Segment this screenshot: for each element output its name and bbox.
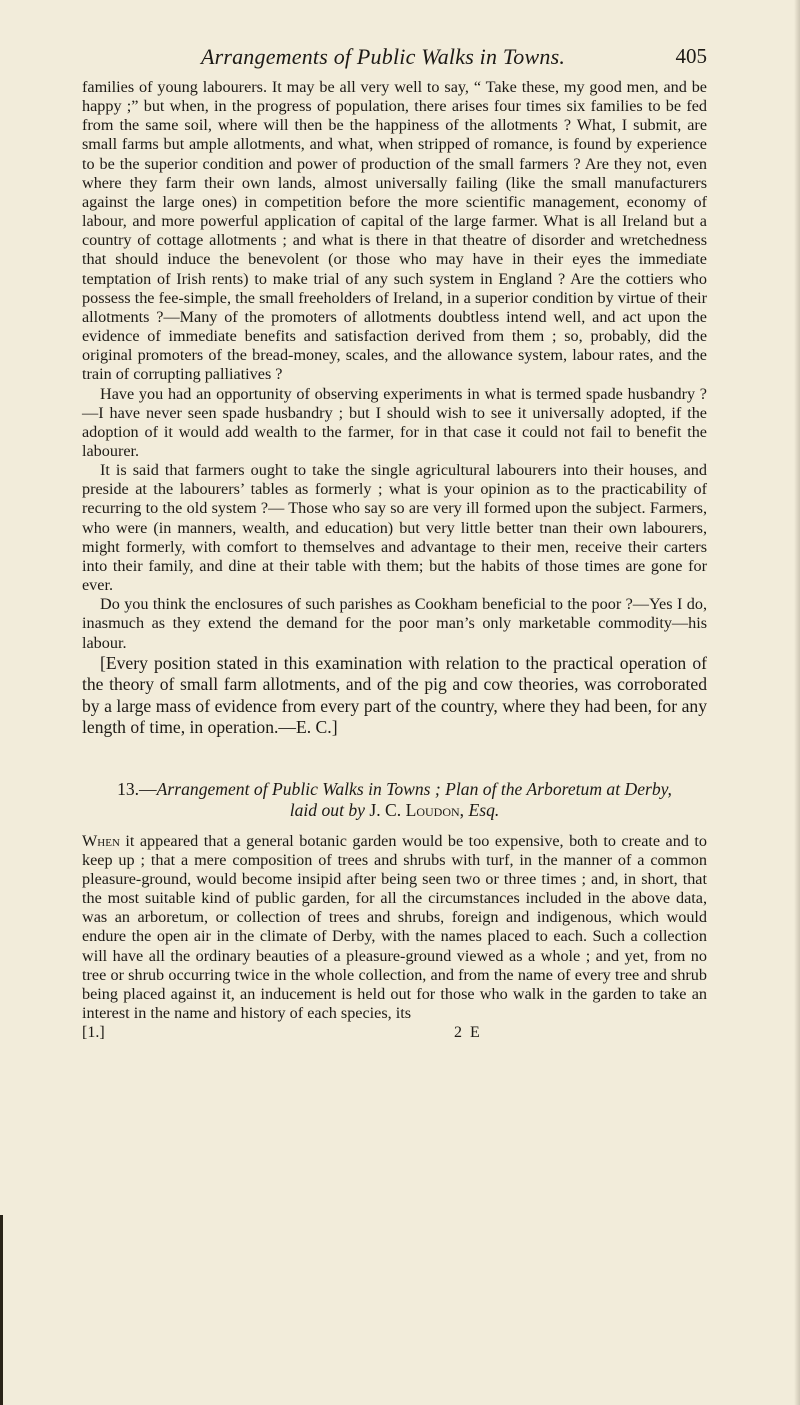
signature-mark: [1.] (82, 1024, 105, 1042)
paragraph: Do you think the enclosures of such parishes as Cookham beneficial to the poor ?—Yes I do, inasmuch as they extend the demand for the poor man’s only marketable commodity—his labour. (82, 595, 707, 652)
sheet-mark: 2 E (454, 1024, 482, 1042)
lead-word: When (82, 831, 120, 850)
paragraph: It is said that farmers ought to take the single agricultural labourers into their houses, and preside at the labourers’ tables as formerly ; what is your opinion as to the practicability of recurring to the old system ?— Those who say so are very ill formed upon the subject. Farmers, who were (in manners, wealth, and education) but very little better tnan their own labourers, might formerly, with comfort to themselves and advantage to their men, receive their carters into their family, and dine at their table with them; but the habits of those times are gone for ever. (82, 461, 707, 595)
section-title: Arrangement of Public Walks in Towns ; Plan of the Arboretum at Derby, laid out by (156, 778, 672, 821)
page-edge-shadow (794, 0, 800, 1405)
running-title: Arrangements of Public Walks in Towns. (200, 44, 566, 69)
section-author-suffix: Esq. (468, 800, 500, 821)
book-page (82, 44, 707, 1046)
section-text: it appeared that a general botanic garden would be too expensive, both to create and to keep up ; that a mere composition of trees and shrubs with turf, in the manner of a common pleasure-ground, would become insipid after being seen two or three times ; and, in short, that the most suitable kind of public garden, for all the circumstances included in the above data, was an arboretum, or collection of trees and shrubs, foreign and indigenous, which would endure the open air in the climate of Derby, with the names placed to each. Such a collection will have all the ordinary beauties of a pleasure-ground viewed as a whole ; and yet, from no tree or shrub occurring twice in the whole collection, and from the name of every tree and shrub being placed against it, an inducement is held out for those who walk in the garden to take an interest in the name and history of each species, its (82, 831, 707, 1023)
paragraph: Have you had an opportunity of observing experiments in what is termed spade husbandry ?—I have never seen spade husbandry ; but I should wish to see it universally adopted, if the adoption of it would add wealth to the farmer, for in that case it could not fail to benefit the labourer. (82, 384, 707, 460)
section-author: J. C. Loudon, (369, 800, 465, 821)
section-number: 13.— (117, 778, 157, 799)
section-paragraph (82, 832, 707, 1024)
testimony-text (82, 78, 707, 653)
editor-note (82, 653, 707, 739)
running-head (82, 44, 707, 78)
note-paragraph: [Every position stated in this examination with relation to the practical operation of the theory of small farm allotments, and of the pig and cow theories, was corroborated by a large mass of evidence from every part of the country, where they had been, for any length of time, in operation.—E. C.] (82, 652, 707, 738)
page-footer (82, 1024, 707, 1046)
section-heading (82, 779, 707, 822)
binding-mark (0, 1215, 3, 1405)
paragraph: families of young labourers. It may be all very well to say, “ Take these, my good men, and be happy ;” but when, in the progress of population, there arises four times six families to be fed from the same soil, where will then be the happiness of the allotments ? What, I submit, are small farms but ample allotments, and what, when stripped of romance, is found by experience to be the superior condition and power of production of the small farmers ? Are they not, even where they farm their own lands, almost universally failing (like the small manufacturers against the large ones) in competition before the more scientific management, economy of labour, and more powerful application of capital of the large farmer. What is all Ireland but a country of cottage allotments ; and what is there in that theatre of disorder and wretchedness that should induce the benevolent (or those who may have in their eyes the immediate temptation of Irish rents) to make trial of any such system in England ? Are the cottiers who possess the fee-simple, the small freeholders of Ireland, in a superior condition by virtue of their allotments ?—Many of the promoters of allotments doubtless intend well, and act upon the evidence of immediate benefits and satisfaction derived from them ; so, probably, did the original promoters of the bread-money, scales, and the allowance system, labour rates, and the train of corrupting palliatives ? (82, 78, 707, 384)
page-number: 405 (675, 44, 707, 68)
section-body (82, 832, 707, 1024)
